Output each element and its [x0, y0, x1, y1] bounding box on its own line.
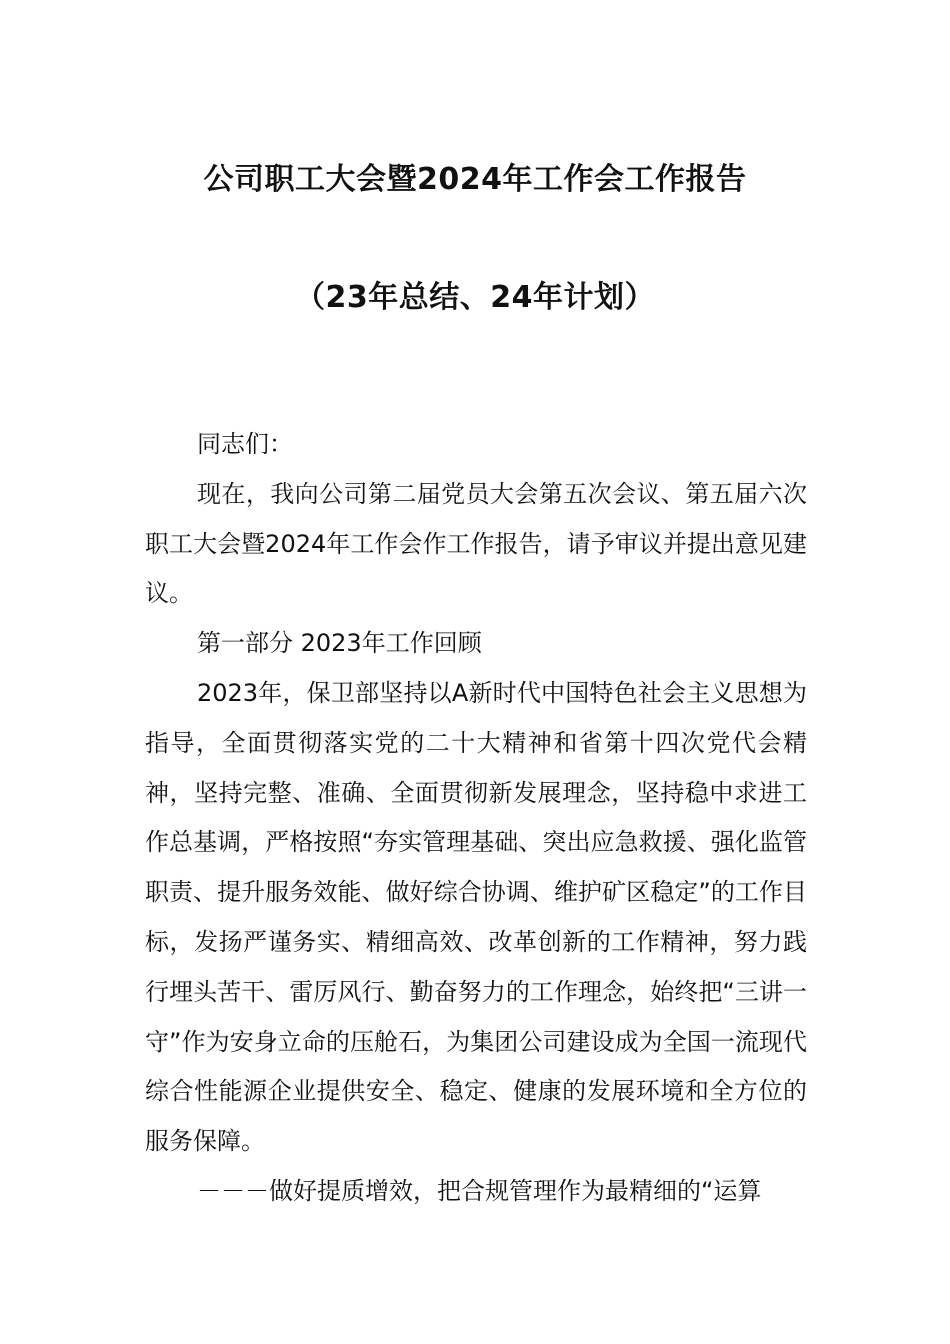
- list-item-paragraph: －－－做好提质增效，把合规管理作为最精细的“运算: [197, 1176, 762, 1205]
- intro-paragraph: 现在，我向公司第二届党员大会第五次会议、第五届六次职工大会暨2024年工作会作工作报告，请予审议并提出意见建议。: [145, 479, 807, 608]
- document-title: 公司职工大会暨2024年工作会工作报告: [203, 162, 747, 197]
- section-heading: 第一部分 2023年工作回顾: [197, 629, 482, 658]
- document-body: [145, 420, 807, 1217]
- review-paragraph: 2023年，保卫部坚持以A新时代中国特色社会主义思想为指导，全面贯彻落实党的二十大精神和省第十四次党代会精神，坚持完整、准确、全面贯彻新发展理念，坚持稳中求进工作总基调，严格按照“夯实管理基础、突出应急救援、强化监管职责、提升服务效能、做好综合协调、维护矿区稳定”的工作目标，发扬严谨务实、精细高效、改革创新的工作精神，努力践行埋头苦干、雷厉风行、勤奋努力的工作理念，始终把“三讲一守”作为安身立命的压舱石，为集团公司建设成为全国一流现代综合性能源企业提供安全、稳定、健康的发展环境和全方位的服务保障。: [145, 678, 807, 1156]
- salutation: 同志们：: [197, 430, 293, 458]
- document-subtitle: （23年总结、24年计划）: [295, 280, 655, 315]
